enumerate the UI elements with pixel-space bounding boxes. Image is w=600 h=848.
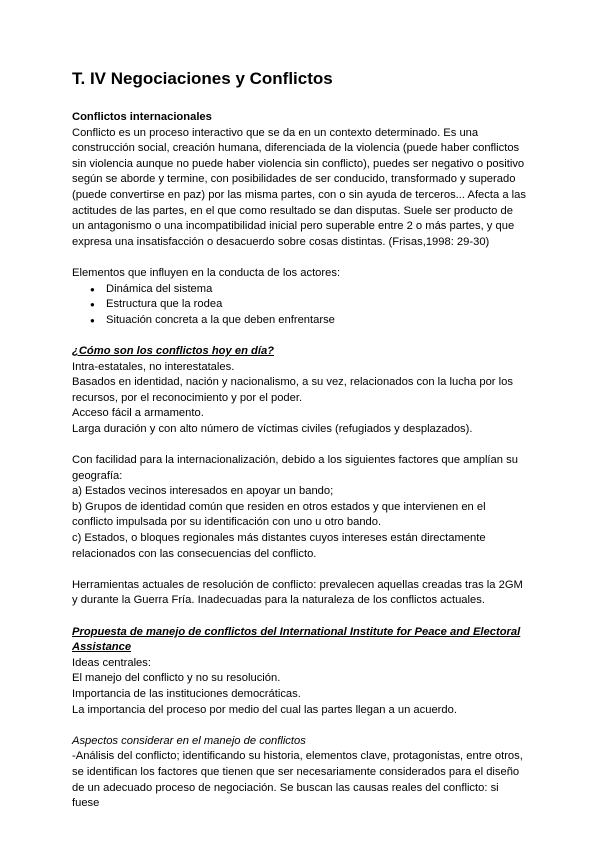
- section-heading-hoy: ¿Cómo son los conflictos hoy en día?: [72, 344, 275, 357]
- text-line: El manejo del conflicto y no su resolución.: [72, 672, 281, 685]
- list-item: ● Dinámica del sistema: [90, 282, 528, 298]
- text-line: La importancia del proceso por medio del cual las partes llegan a un acuerdo.: [72, 703, 457, 716]
- analysis-paragraph: -Análisis del conflicto; identificando su historia, elementos clave, protagonistas, entre otros, se identifican los factores que tienen que ser necesariamente considerados para el diseño de un adecuado proceso de negociación. Se buscan las causas reales del conflicto: si fuese: [72, 750, 523, 810]
- factor-item: a) Estados vecinos interesados en apoyar un bando;: [72, 485, 334, 498]
- factor-item: b) Grupos de identidad común que residen en otros estados y que intervienen en el conflicto impulsada por su identificación con uno u otro bando.: [72, 500, 486, 529]
- definition-paragraph: Conflicto es un proceso interactivo que se da en un contexto determinado. Es una construcción social, creación humana, diferenciada de la violencia (puede haber conflictos sin violencia aunque no puede haber violencia sin conflicto), puedes ser negativo o positivo según se aborde y termine, con posibilidades de ser conducido, transformado y superado (puede convertirse en paz) por las misma partes, con o sin ayuda de terceros... Afecta a las actitudes de las partes, en el que como resultado se dan disputas. Suele ser producto de un antagonismo o una incompatibilidad inicial pero superable entre 2 o más partes, y que expresa una insatisfacción o desacuerdo sobre cosas distintas. (Frisas,1998: 29-30): [72, 126, 526, 248]
- section-heading-conflictos: Conflictos internacionales: [72, 111, 212, 123]
- text-line: Ideas centrales:: [72, 656, 151, 669]
- text-line: Acceso fácil a armamento.: [72, 407, 204, 420]
- text-line: Basados en identidad, nación y nacionalismo, a su vez, relacionados con la lucha por los recursos, por el reconocimiento y por el poder.: [72, 376, 513, 404]
- section-heading-propuesta: Propuesta de manejo de conflictos del International Institute for Peace and Electoral Assistance: [72, 625, 521, 654]
- elements-list: [72, 282, 528, 329]
- text-line: Importancia de las instituciones democráticas.: [72, 687, 301, 700]
- text-line: Intra-estatales, no interestatales.: [72, 360, 235, 373]
- list-item: ● Estructura que la rodea: [90, 297, 528, 313]
- text-line: Larga duración y con alto número de víctimas civiles (refugiados y desplazados).: [72, 422, 473, 435]
- factor-item: c) Estados, o bloques regionales más distantes cuyos intereses están directamente relacionados con las consecuencias del conflicto.: [72, 532, 486, 560]
- factors-intro: Con facilidad para la internacionalización, debido a los siguientes factores que amplían su geografía:: [72, 454, 518, 482]
- list-item: ● Situación concreta a la que deben enfrentarse: [90, 313, 528, 329]
- tools-paragraph: Herramientas actuales de resolución de conflicto: prevalecen aquellas creadas tras la 2GM y durante la Guerra Fría. Inadecuadas para la naturaleza de los conflictos actuales.: [72, 578, 523, 607]
- subheading-aspectos: Aspectos considerar en el manejo de conflictos: [72, 734, 306, 747]
- elements-intro: Elementos que influyen en la conducta de los actores:: [72, 266, 341, 279]
- page-title: T. IV Negociaciones y Conflictos: [72, 69, 333, 88]
